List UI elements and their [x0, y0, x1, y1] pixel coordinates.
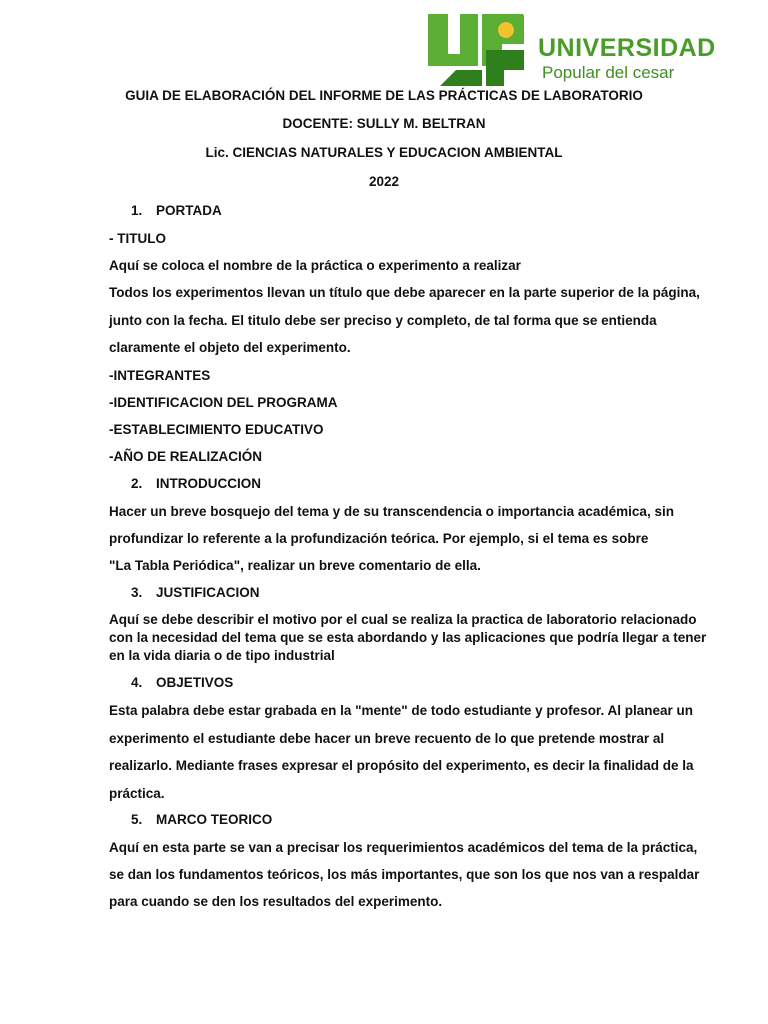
- paragraph-line: Aquí se coloca el nombre de la práctica o experimento a realizar: [109, 258, 521, 273]
- list-item-anio: -AÑO DE REALIZACIÓN: [109, 449, 262, 464]
- section-heading-portada: PORTADA: [156, 203, 222, 218]
- section-heading-justificacion: JUSTIFICACION: [156, 585, 260, 600]
- portada-titulo: - TITULO: [109, 231, 166, 246]
- paragraph-line: Aquí en esta parte se van a precisar los requerimientos académicos del tema de la práctica,: [109, 840, 698, 855]
- section-heading-objetivos: OBJETIVOS: [156, 675, 234, 690]
- section-number: 4.: [131, 675, 143, 690]
- program-line: Lic. CIENCIAS NATURALES Y EDUCACION AMBIENTAL: [205, 145, 563, 160]
- paragraph-line: claramente el objeto del experimento.: [109, 340, 351, 355]
- logo-subtitle: Popular del cesar: [542, 63, 675, 82]
- university-emblem-icon: [426, 10, 536, 88]
- paragraph-line: se dan los fundamentos teóricos, los más importantes, que son los que nos van a respaldar: [109, 867, 700, 882]
- paragraph-line: "La Tabla Periódica", realizar un breve comentario de ella.: [109, 558, 481, 573]
- paragraph-line: experimento el estudiante debe hacer un breve recuento de lo que pretende mostrar al: [109, 731, 665, 746]
- document-title: GUIA DE ELABORACIÓN DEL INFORME DE LAS PRÁCTICAS DE LABORATORIO: [125, 88, 643, 103]
- list-item-integrantes: -INTEGRANTES: [109, 368, 211, 383]
- paragraph-line: junto con la fecha. El titulo debe ser preciso y completo, de tal forma que se entienda: [109, 313, 657, 328]
- logo-title: UNIVERSIDAD: [538, 34, 716, 62]
- paragraph-line: con la necesidad del tema que se esta abordando y las aplicaciones que podría llegar a tener: [109, 630, 707, 645]
- docente-line: DOCENTE: SULLY M. BELTRAN: [282, 116, 486, 131]
- section-number: 3.: [131, 585, 143, 600]
- section-number: 2.: [131, 476, 143, 491]
- paragraph-line: Todos los experimentos llevan un título que debe aparecer en la parte superior de la página,: [109, 285, 700, 300]
- year-line: 2022: [368, 174, 400, 189]
- paragraph-line: Hacer un breve bosquejo del tema y de su transcendencia o importancia académica, sin: [109, 504, 674, 519]
- section-heading-marco-teorico: MARCO TEORICO: [156, 812, 273, 827]
- section-heading-introduccion: INTRODUCCION: [156, 476, 261, 491]
- paragraph-line: práctica.: [109, 786, 165, 801]
- list-item-establecimiento: -ESTABLECIMIENTO EDUCATIVO: [109, 422, 324, 437]
- paragraph-line: en la vida diaria o de tipo industrial: [109, 648, 335, 663]
- paragraph-line: Aquí se debe describir el motivo por el cual se realiza la practica de laboratorio relacionado: [109, 612, 697, 627]
- section-number: 1.: [131, 203, 143, 218]
- university-logo: [426, 10, 756, 88]
- section-number: 5.: [131, 812, 143, 827]
- paragraph-line: realizarlo. Mediante frases expresar el propósito del experimento, es decir la finalidad de la: [109, 758, 694, 773]
- list-item-identificacion: -IDENTIFICACION DEL PROGRAMA: [109, 395, 338, 410]
- paragraph-line: profundizar lo referente a la profundización teórica. Por ejemplo, si el tema es sobre: [109, 531, 649, 546]
- paragraph-line: Esta palabra debe estar grabada en la "mente" de todo estudiante y profesor. Al planear un: [109, 703, 693, 718]
- paragraph-line: para cuando se den los resultados del experimento.: [109, 894, 443, 909]
